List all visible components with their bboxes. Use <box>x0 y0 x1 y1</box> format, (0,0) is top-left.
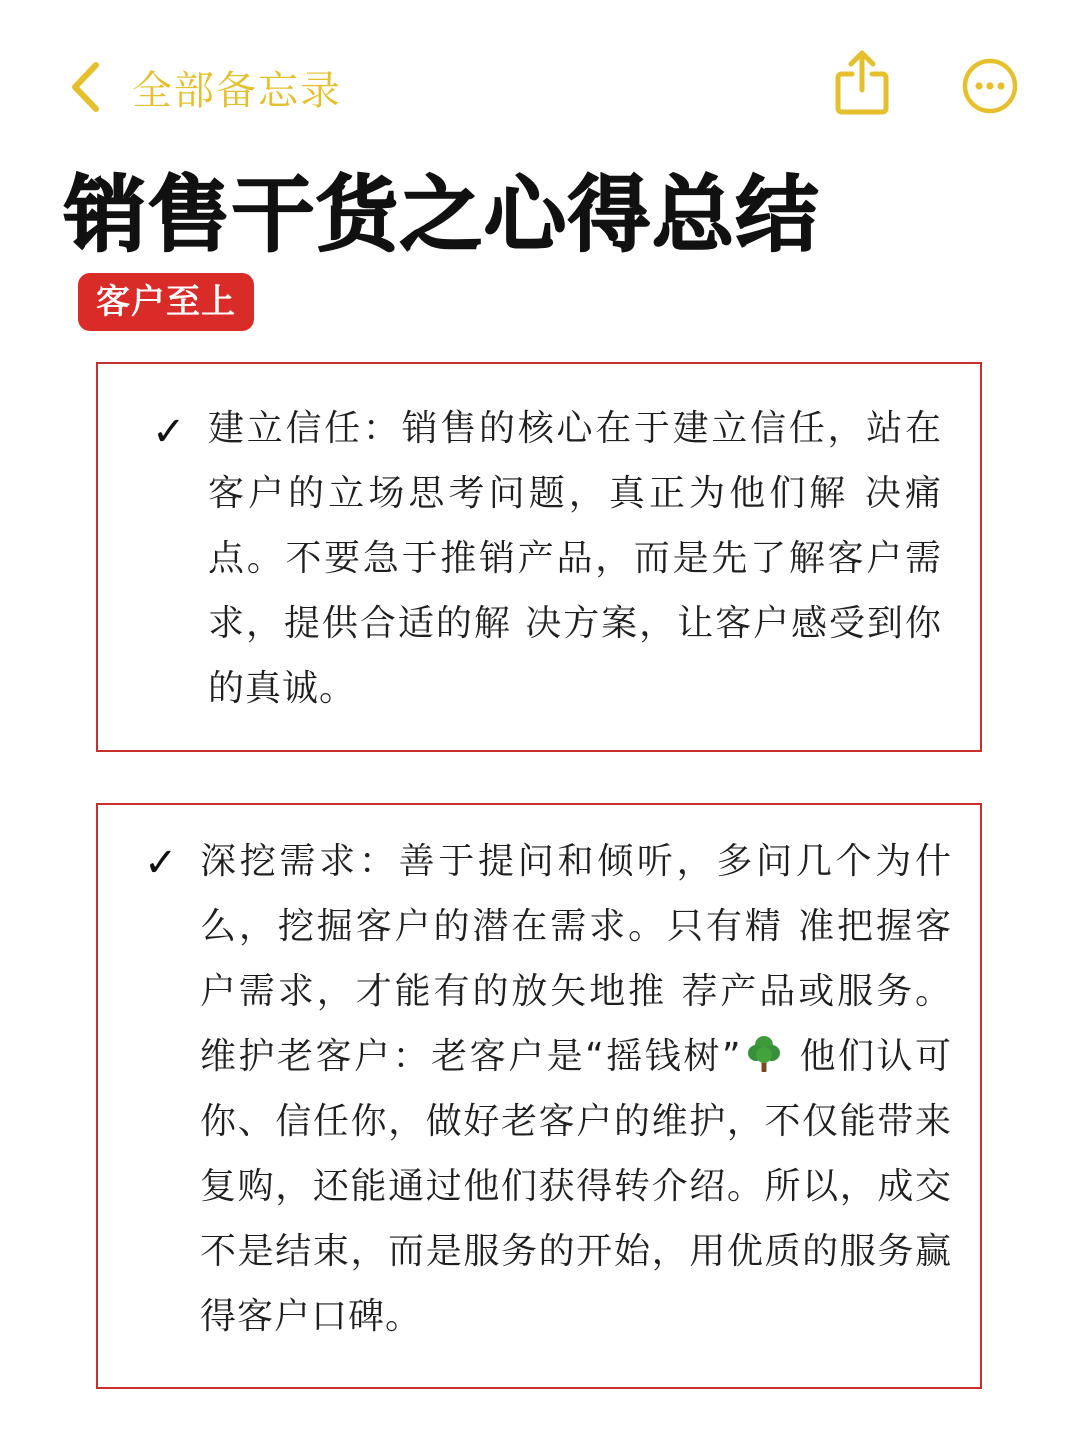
category-tag: 客户至上 <box>78 273 254 331</box>
tree-icon <box>747 1030 781 1070</box>
share-icon <box>832 103 892 122</box>
note-card-needs <box>96 803 982 1389</box>
share-button[interactable] <box>832 48 892 118</box>
card-text <box>200 829 952 1349</box>
check-icon: ✓ <box>144 840 178 886</box>
note-card-trust <box>96 362 982 752</box>
note-title: 销售干货之心得总结 <box>64 168 821 263</box>
card-text-part-2: 他们认可你、信任你，做好老客户的维护，不仅能带来复购，还能通过他们获得转介绍。所以，成交不是结束，而是服务的开始，用优质的服务赢得客户口碑。 <box>200 1036 952 1337</box>
check-icon: ✓ <box>152 409 186 455</box>
more-button[interactable] <box>960 56 1020 116</box>
navigation-bar <box>0 0 1080 140</box>
card-text-part-1: 深挖需求：善于提问和倾听，多问几个为什么，挖掘客户的潜在需求。只有精 准把握客户需求，才能有的放矢地推 荐产品或服务。维护老客户：老客户是“摇钱树” <box>200 841 952 1077</box>
card-text: 建立信任：销售的核心在于建立信任，站在客户的立场思考问题，真正为他们解 决痛点。不要急于推销产品，而是先了解客户需求，提供合适的解 决方案，让客户感受到你的真诚。 <box>208 408 942 709</box>
back-button[interactable] <box>70 52 342 122</box>
more-icon <box>960 101 1020 120</box>
back-label: 全部备忘录 <box>132 67 342 114</box>
chevron-left-icon <box>70 61 100 113</box>
